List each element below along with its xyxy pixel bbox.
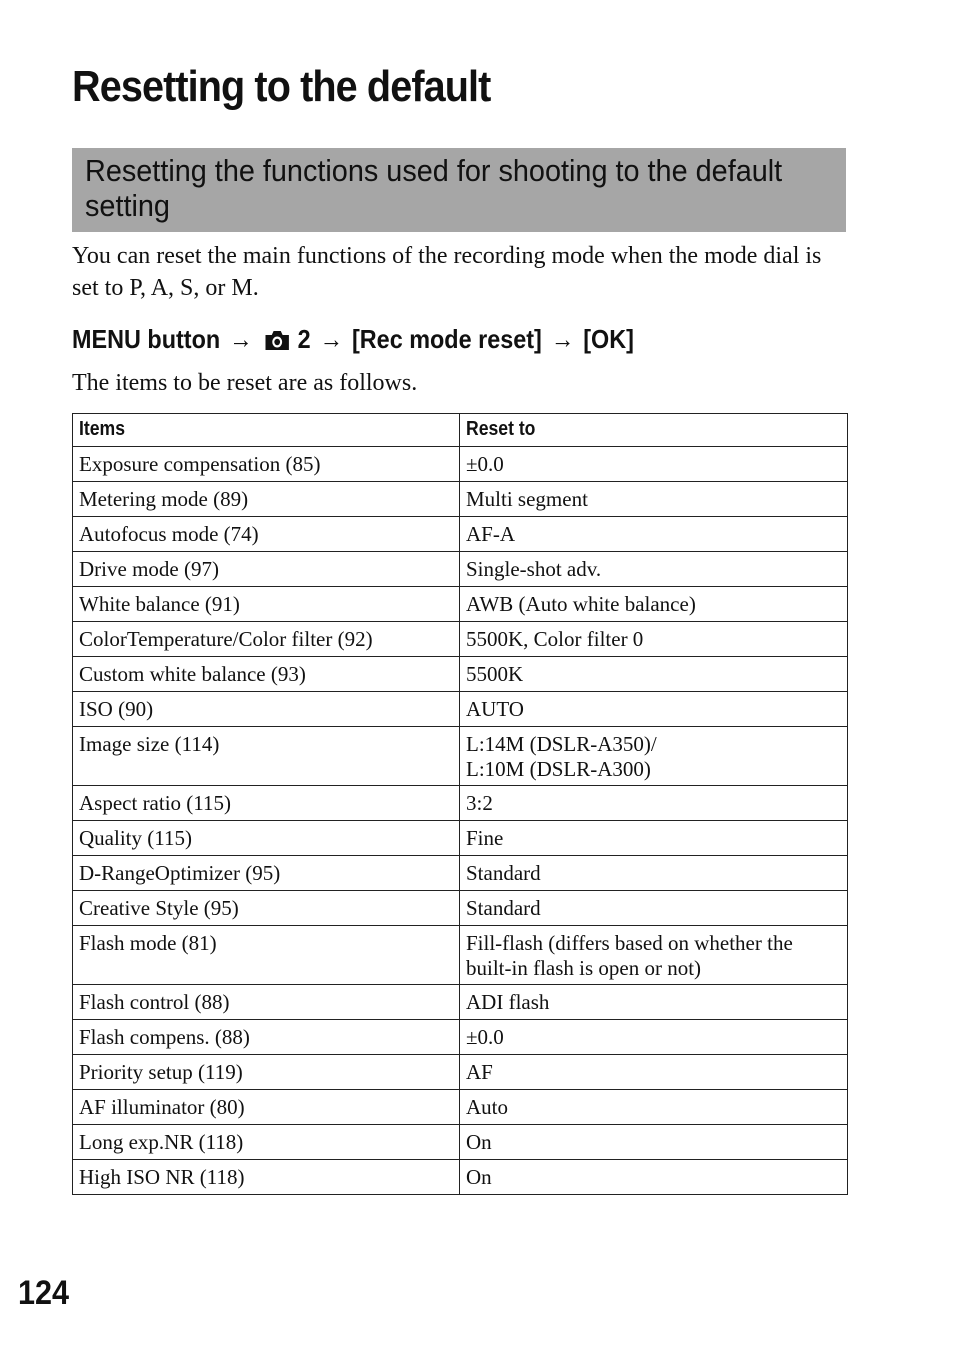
menu-path-tab: 2 [297,324,311,354]
item-name-cell: ColorTemperature/Color filter (92) [73,622,460,657]
reset-value-cell: 3:2 [460,786,848,821]
item-name-cell: D-RangeOptimizer (95) [73,856,460,891]
reset-value-cell: Single-shot adv. [460,552,848,587]
menu-path [72,324,634,355]
item-name-cell: Aspect ratio (115) [73,786,460,821]
page-title: Resetting to the default [72,62,491,111]
table-row [73,1020,848,1055]
table-row [73,1125,848,1160]
table-row [73,692,848,727]
item-name-cell: AF illuminator (80) [73,1090,460,1125]
table-row [73,447,848,482]
item-name-cell: Exposure compensation (85) [73,447,460,482]
section-heading: Resetting the functions used for shooting to the default setting [85,153,783,223]
reset-value-cell: Fine [460,821,848,856]
table-row [73,622,848,657]
table-row [73,727,848,786]
reset-value-cell: On [460,1160,848,1195]
arrow-icon: → [319,324,343,354]
section-heading-banner [72,148,846,232]
item-name-cell: Long exp.NR (118) [73,1125,460,1160]
reset-table [72,413,848,1195]
table-row [73,985,848,1020]
table-row [73,552,848,587]
item-name-cell: Flash compens. (88) [73,1020,460,1055]
reset-value-cell: AF [460,1055,848,1090]
table-row [73,821,848,856]
reset-value-cell: AWB (Auto white balance) [460,587,848,622]
reset-value-cell: L:14M (DSLR-A350)/ L:10M (DSLR-A300) [460,727,848,786]
reset-value-cell: ADI flash [460,985,848,1020]
table-header-row [73,414,848,447]
item-name-cell: Drive mode (97) [73,552,460,587]
table-row [73,587,848,622]
item-name-cell: Creative Style (95) [73,891,460,926]
reset-value-cell: Multi segment [460,482,848,517]
item-name-cell: Metering mode (89) [73,482,460,517]
table-row [73,1055,848,1090]
item-name-cell: Flash control (88) [73,985,460,1020]
reset-value-cell: Fill-flash (differs based on whether the built-in flash is open or not) [460,926,848,985]
table-body [73,447,848,1195]
arrow-icon: → [550,324,575,354]
item-name-cell: Flash mode (81) [73,926,460,985]
reset-value-cell: ±0.0 [460,447,848,482]
table-row [73,926,848,985]
item-name-cell: High ISO NR (118) [73,1160,460,1195]
column-header-reset-to: Reset to [460,414,848,447]
table-row [73,891,848,926]
item-name-cell: Quality (115) [73,821,460,856]
table-row [73,786,848,821]
reset-value-cell: Standard [460,856,848,891]
item-name-cell: Priority setup (119) [73,1055,460,1090]
reset-value-cell: Standard [460,891,848,926]
table-row [73,1160,848,1195]
menu-path-start: MENU button [72,324,221,354]
page-number: 124 [18,1274,70,1312]
table-row [73,517,848,552]
table-row [73,856,848,891]
item-name-cell: Image size (114) [73,727,460,786]
reset-value-cell: 5500K, Color filter 0 [460,622,848,657]
items-intro: The items to be reset are as follows. [72,370,418,396]
menu-path-item: [Rec mode reset] [351,324,542,354]
item-name-cell: Custom white balance (93) [73,657,460,692]
menu-path-confirm: [OK] [583,324,634,354]
item-name-cell: ISO (90) [73,692,460,727]
intro-paragraph: You can reset the main functions of the recording mode when the mode dial is set to P, A, S, or M. [72,243,822,301]
reset-value-cell: AUTO [460,692,848,727]
camera-icon [263,328,290,352]
reset-value-cell: ±0.0 [460,1020,848,1055]
reset-value-cell: On [460,1125,848,1160]
table-row [73,657,848,692]
reset-value-cell: Auto [460,1090,848,1125]
reset-value-cell: 5500K [460,657,848,692]
item-name-cell: White balance (91) [73,587,460,622]
item-name-cell: Autofocus mode (74) [73,517,460,552]
column-header-items: Items [73,414,460,447]
table-row [73,482,848,517]
reset-value-cell: AF-A [460,517,848,552]
table-row [73,1090,848,1125]
arrow-icon: → [229,324,253,354]
